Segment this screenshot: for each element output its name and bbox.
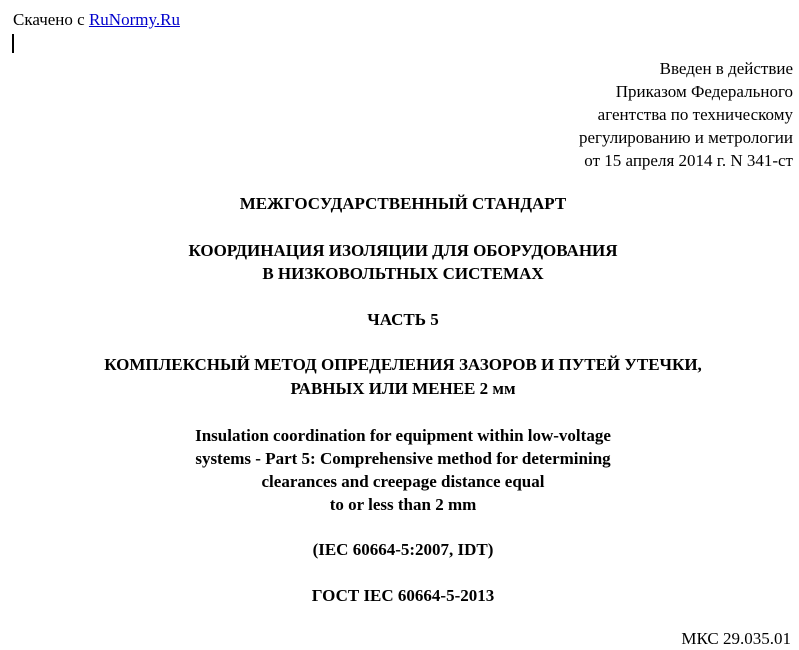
part-heading [0, 309, 799, 331]
standard-type-heading [0, 193, 799, 215]
approval-line: Приказом Федерального [615, 82, 793, 101]
iec-reference: (IEC 60664-5:2007, IDT) [312, 540, 494, 559]
source-line [13, 9, 180, 31]
gost-number: ГОСТ IEC 60664-5-2013 [311, 586, 495, 605]
part-label: ЧАСТЬ 5 [367, 310, 439, 329]
iec-reference-block [0, 539, 799, 561]
source-link[interactable]: RuNormy.Ru [88, 10, 180, 29]
document-title [0, 239, 799, 285]
approval-line: от 15 апреля 2014 г. N 341-ст [584, 151, 793, 170]
source-prefix: Скачено с [13, 10, 89, 29]
english-title-line: Insulation coordination for equipment within low-voltage [195, 426, 611, 445]
english-title-line: to or less than 2 mm [329, 495, 477, 514]
gost-number-block [0, 585, 799, 607]
approval-block [493, 57, 793, 172]
subtitle-line: РАВНЫХ ИЛИ МЕНЕЕ 2 мм [290, 379, 516, 398]
standard-type: МЕЖГОСУДАРСТВЕННЫЙ СТАНДАРТ [239, 194, 567, 213]
english-title-line: systems - Part 5: Comprehensive method for determining [195, 449, 611, 468]
document-subtitle [0, 353, 799, 401]
english-title-line: clearances and creepage distance equal [261, 472, 545, 491]
text-cursor [12, 34, 14, 53]
english-title [0, 424, 799, 516]
approval-line: агентства по техническому [597, 105, 793, 124]
subtitle-line: КОМПЛЕКСНЫЙ МЕТОД ОПРЕДЕЛЕНИЯ ЗАЗОРОВ И ПУТЕЙ УТЕЧКИ, [104, 355, 702, 374]
approval-line: Введен в действие [659, 59, 793, 78]
title-line: В НИЗКОВОЛЬТНЫХ СИСТЕМАХ [262, 264, 544, 283]
approval-line: регулированию и метрологии [578, 128, 793, 147]
title-line: КООРДИНАЦИЯ ИЗОЛЯЦИИ ДЛЯ ОБОРУДОВАНИЯ [188, 241, 618, 260]
mks-classification: МКС 29.035.01 [681, 629, 791, 648]
